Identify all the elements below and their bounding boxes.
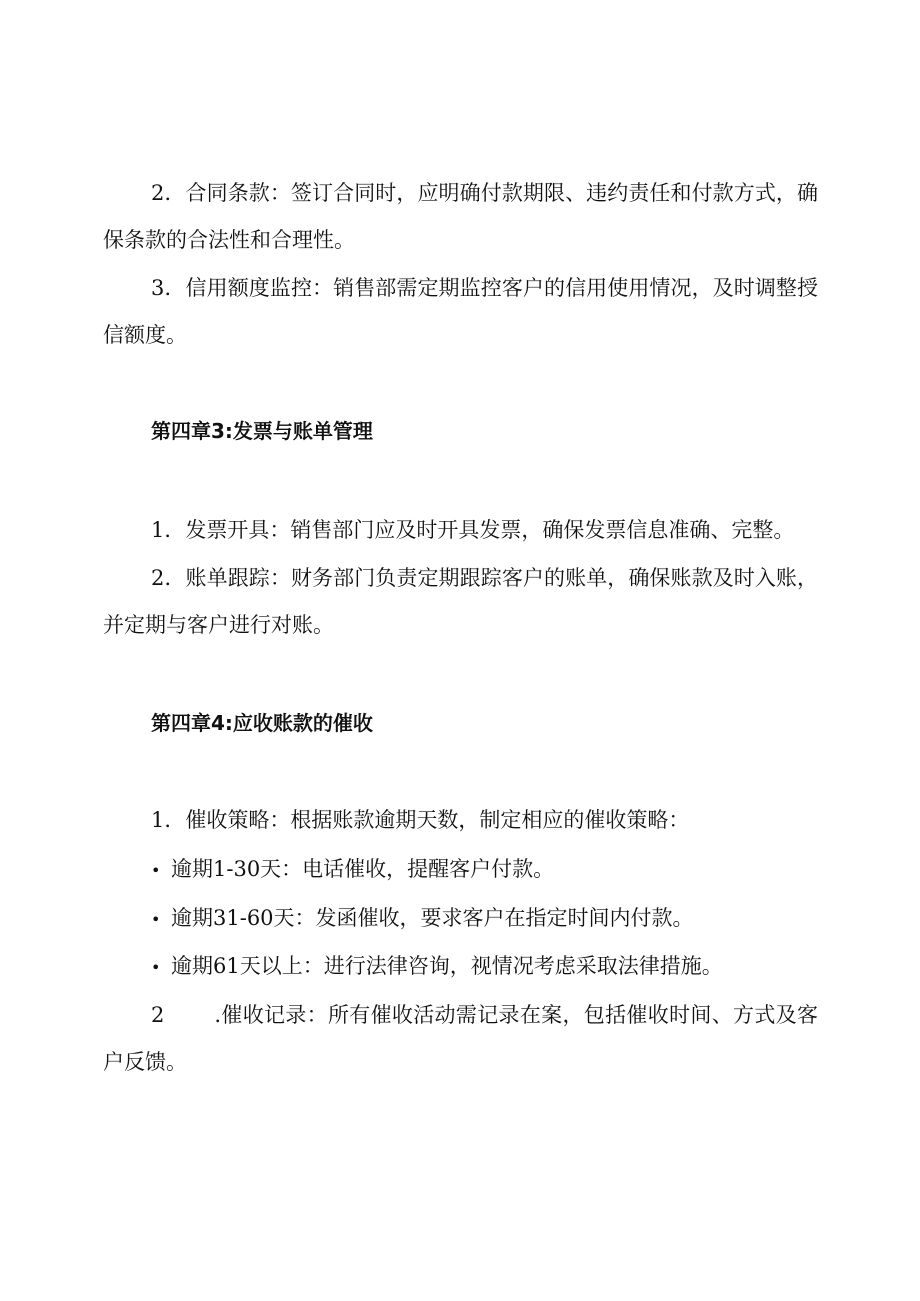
bullet-overdue-61-plus	[151, 951, 723, 983]
item-text: ．信用额度监控：销售部需定期监控客户的信用使用情况，及时调整授信额度。	[103, 276, 818, 347]
item-number: 2	[151, 566, 165, 590]
bullet-marker: •	[151, 910, 161, 929]
bullet-overdue-31-60	[151, 903, 694, 935]
contract-terms-paragraph	[103, 170, 818, 264]
collection-record-paragraph	[103, 992, 818, 1086]
chapter-3-heading: 第四章3:发票与账单管理	[151, 419, 373, 443]
item-text: ．催收策略：根据账款逾期天数，制定相应的催收策略：	[164, 808, 690, 832]
bullet-text: 逾期61天以上：进行法律咨询，视情况考虑采取法律措施。	[171, 954, 723, 978]
item-number: 2	[151, 1003, 165, 1027]
item-text: ．账单跟踪：财务部门负责定期跟踪客户的账单，确保账款及时入账，并定期与客户进行对账。	[103, 566, 818, 637]
bullet-text: 逾期1-30天：电话催收，提醒客户付款。	[171, 857, 555, 881]
item-number: 3	[151, 276, 165, 300]
billing-tracking-paragraph	[103, 555, 818, 649]
bullet-overdue-1-30	[151, 854, 554, 886]
bullet-marker: •	[151, 958, 161, 977]
item-number: 2	[151, 181, 165, 205]
item-number: 1	[151, 808, 165, 832]
item-text: ．合同条款：签订合同时，应明确付款期限、违约责任和付款方式，确保条款的合法性和合理性。	[103, 181, 818, 252]
item-text: .催收记录：所有催收活动需记录在案，包括催收时间、方式及客户反馈。	[103, 1003, 818, 1074]
invoice-paragraph	[103, 507, 818, 554]
bullet-text: 逾期31-60天：发函催收，要求客户在指定时间内付款。	[171, 906, 694, 930]
item-text: ．发票开具：销售部门应及时开具发票，确保发票信息准确、完整。	[164, 518, 795, 542]
credit-monitoring-paragraph	[103, 265, 818, 359]
chapter-4-heading: 第四章4:应收账款的催收	[151, 711, 373, 735]
bullet-marker: •	[151, 861, 161, 880]
item-number: 1	[151, 518, 165, 542]
collection-strategy-paragraph	[103, 797, 818, 844]
